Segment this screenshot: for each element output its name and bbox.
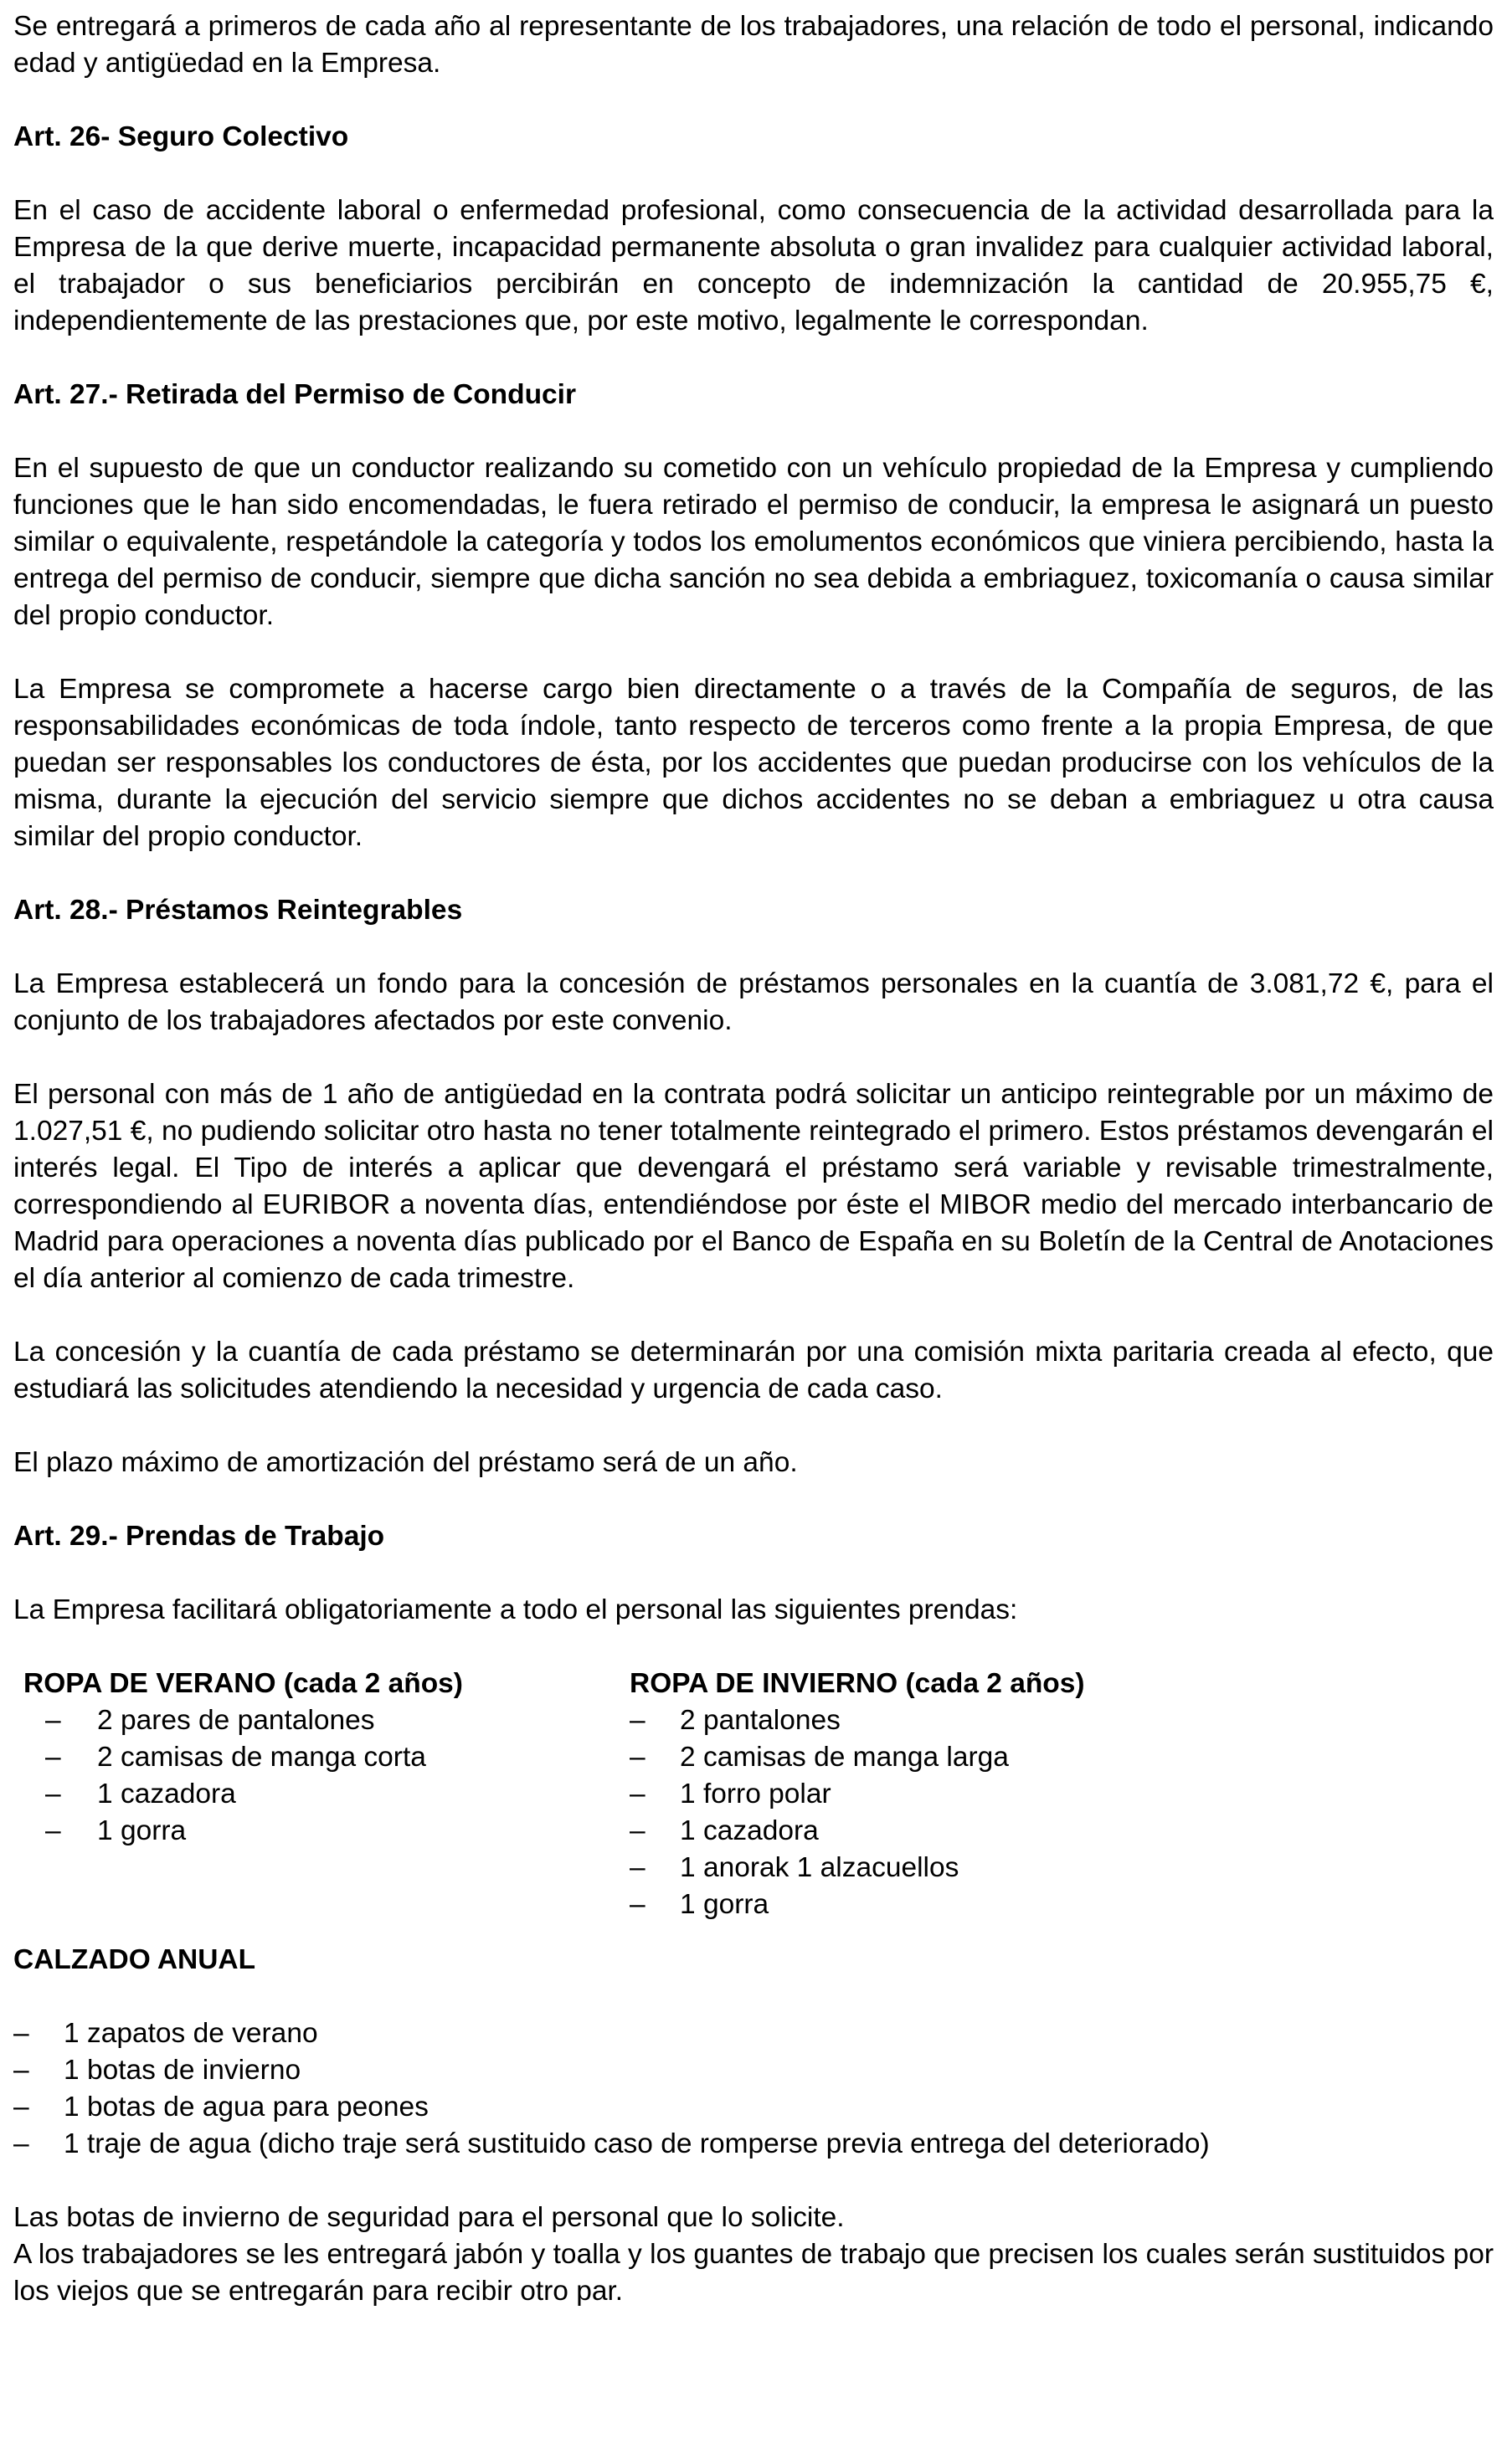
art27-paragraph-2: La Empresa se compromete a hacerse cargo bien directamente o a través de la Compañía de seguros, de las responsabilidades económicas de toda índole, tanto respecto de terceros como frente a la propia Empresa, de que puedan ser responsables los conductores de ésta, por los accidentes que puedan producirse con los vehículos de la misma, durante la ejecución del servicio siempre que dichos accidentes no se deban a embriaguez u otra causa similar del propio conductor. — [13, 674, 1494, 852]
art28-paragraph-3: La concesión y la cuantía de cada préstamo se determinarán por una comisión mixta paritaria creada al efecto, que estudiará las solicitudes atendiendo la necesidad y urgencia de cada caso. — [13, 1337, 1494, 1404]
dash-bullet: – — [13, 2128, 29, 2159]
dash-bullet: – — [45, 1742, 61, 1773]
list-item: – 1 forro polar — [615, 1776, 1452, 1813]
summer-clothing-list — [23, 1666, 609, 1850]
art26-paragraph-1: En el caso de accidente laboral o enfermedad profesional, como consecuencia de la actividad desarrollada para la Empresa de la que derive muerte, incapacidad permanente absoluta o gran invalidez para cualquier actividad laboral, el trabajador o sus beneficiarios percibirán en concepto de indemnización la cantidad de 20.955,75 €, independientemente de las prestaciones que, por este motivo, legalmente le correspondan. — [13, 195, 1494, 336]
art26-heading: Art. 26- Seguro Colectivo — [13, 121, 349, 152]
footwear-list — [13, 2015, 1494, 2163]
intro-paragraph: Se entregará a primeros de cada año al representante de los trabajadores, una relación de todo el personal, indicando edad y antigüedad en la Empresa. — [13, 11, 1494, 79]
art29-paragraph-3: A los trabajadores se les entregará jabón y toalla y los guantes de trabajo que precisen los cuales serán sustituidos por los viejos que se entregarán para recibir otro par. — [13, 2239, 1494, 2307]
dash-bullet: – — [630, 1705, 645, 1736]
art27-paragraph-1: En el supuesto de que un conductor realizando su cometido con un vehículo propiedad de la Empresa y cumpliendo funciones que le han sido encomendadas, le fuera retirado el permiso de conducir, la empresa le asignará un puesto similar o equivalente, respetándole la categoría y todos los emolumentos económicos que viniera percibiendo, hasta la entrega del permiso de conducir, siempre que dicha sanción no sea debida a embriaguez, toxicomanía o causa similar del propio conductor. — [13, 453, 1494, 631]
art29-paragraph-2: Las botas de invierno de seguridad para el personal que lo solicite. — [13, 2202, 845, 2233]
art28-paragraph-1: La Empresa establecerá un fondo para la concesión de préstamos personales en la cuantía de 3.081,72 €, para el conjunto de los trabajadores afectados por este convenio. — [13, 968, 1494, 1036]
list-item: – 1 traje de agua (dicho traje será sustituido caso de romperse previa entrega del deteriorado) — [13, 2126, 1494, 2163]
list-item: – 2 camisas de manga larga — [615, 1739, 1452, 1776]
art28-paragraph-4: El plazo máximo de amortización del préstamo será de un año. — [13, 1447, 798, 1478]
dash-bullet: – — [630, 1815, 645, 1846]
list-item: – 1 botas de invierno — [13, 2052, 1494, 2089]
dash-bullet: – — [630, 1889, 645, 1920]
art28-heading: Art. 28.- Préstamos Reintegrables — [13, 895, 463, 926]
list-item: – 1 gorra — [615, 1887, 1452, 1923]
art29-paragraph-1: La Empresa facilitará obligatoriamente a todo el personal las siguientes prendas: — [13, 1594, 1018, 1625]
winter-clothing-title: ROPA DE INVIERNO (cada 2 años) — [630, 1668, 1085, 1699]
art28-paragraph-2: El personal con más de 1 año de antigüedad en la contrata podrá solicitar un anticipo reintegrable por un máximo de 1.027,51 €, no pudiendo solicitar otro hasta no tener totalmente reintegrado el primero. Estos préstamos devengarán el interés legal. El Tipo de interés a aplicar que devengará el préstamo será variable y revisable trimestralmente, correspondiendo al EURIBOR a noventa días, entendiéndose por éste el MIBOR medio del mercado interbancario de Madrid para operaciones a noventa días publicado por el Banco de España en su Boletín de la Central de Anotaciones el día anterior al comienzo de cada trimestre. — [13, 1079, 1494, 1294]
list-item: – 2 pares de pantalones — [23, 1702, 609, 1739]
document-page — [13, 8, 1494, 2310]
dash-bullet: – — [45, 1779, 61, 1810]
clothing-columns — [13, 1666, 1494, 1942]
list-item: – 1 gorra — [23, 1813, 609, 1850]
dash-bullet: – — [630, 1779, 645, 1810]
list-item: – 1 botas de agua para peones — [13, 2089, 1494, 2126]
list-item: – 1 cazadora — [23, 1776, 609, 1813]
art29-heading: Art. 29.- Prendas de Trabajo — [13, 1521, 385, 1552]
list-item: – 1 zapatos de verano — [13, 2015, 1494, 2052]
dash-bullet: – — [13, 2018, 29, 2049]
art27-heading: Art. 27.- Retirada del Permiso de Conducir — [13, 379, 577, 410]
dash-bullet: – — [45, 1815, 61, 1846]
footwear-title: CALZADO ANUAL — [13, 1944, 256, 1975]
summer-clothing-title: ROPA DE VERANO (cada 2 años) — [23, 1668, 463, 1699]
dash-bullet: – — [630, 1742, 645, 1773]
list-item: – 2 camisas de manga corta — [23, 1739, 609, 1776]
winter-clothing-list — [615, 1666, 1452, 1923]
dash-bullet: – — [630, 1852, 645, 1883]
dash-bullet: – — [45, 1705, 61, 1736]
list-item: – 1 cazadora — [615, 1813, 1452, 1850]
list-item: – 2 pantalones — [615, 1702, 1452, 1739]
dash-bullet: – — [13, 2092, 29, 2123]
list-item: – 1 anorak 1 alzacuellos — [615, 1850, 1452, 1887]
dash-bullet: – — [13, 2055, 29, 2086]
